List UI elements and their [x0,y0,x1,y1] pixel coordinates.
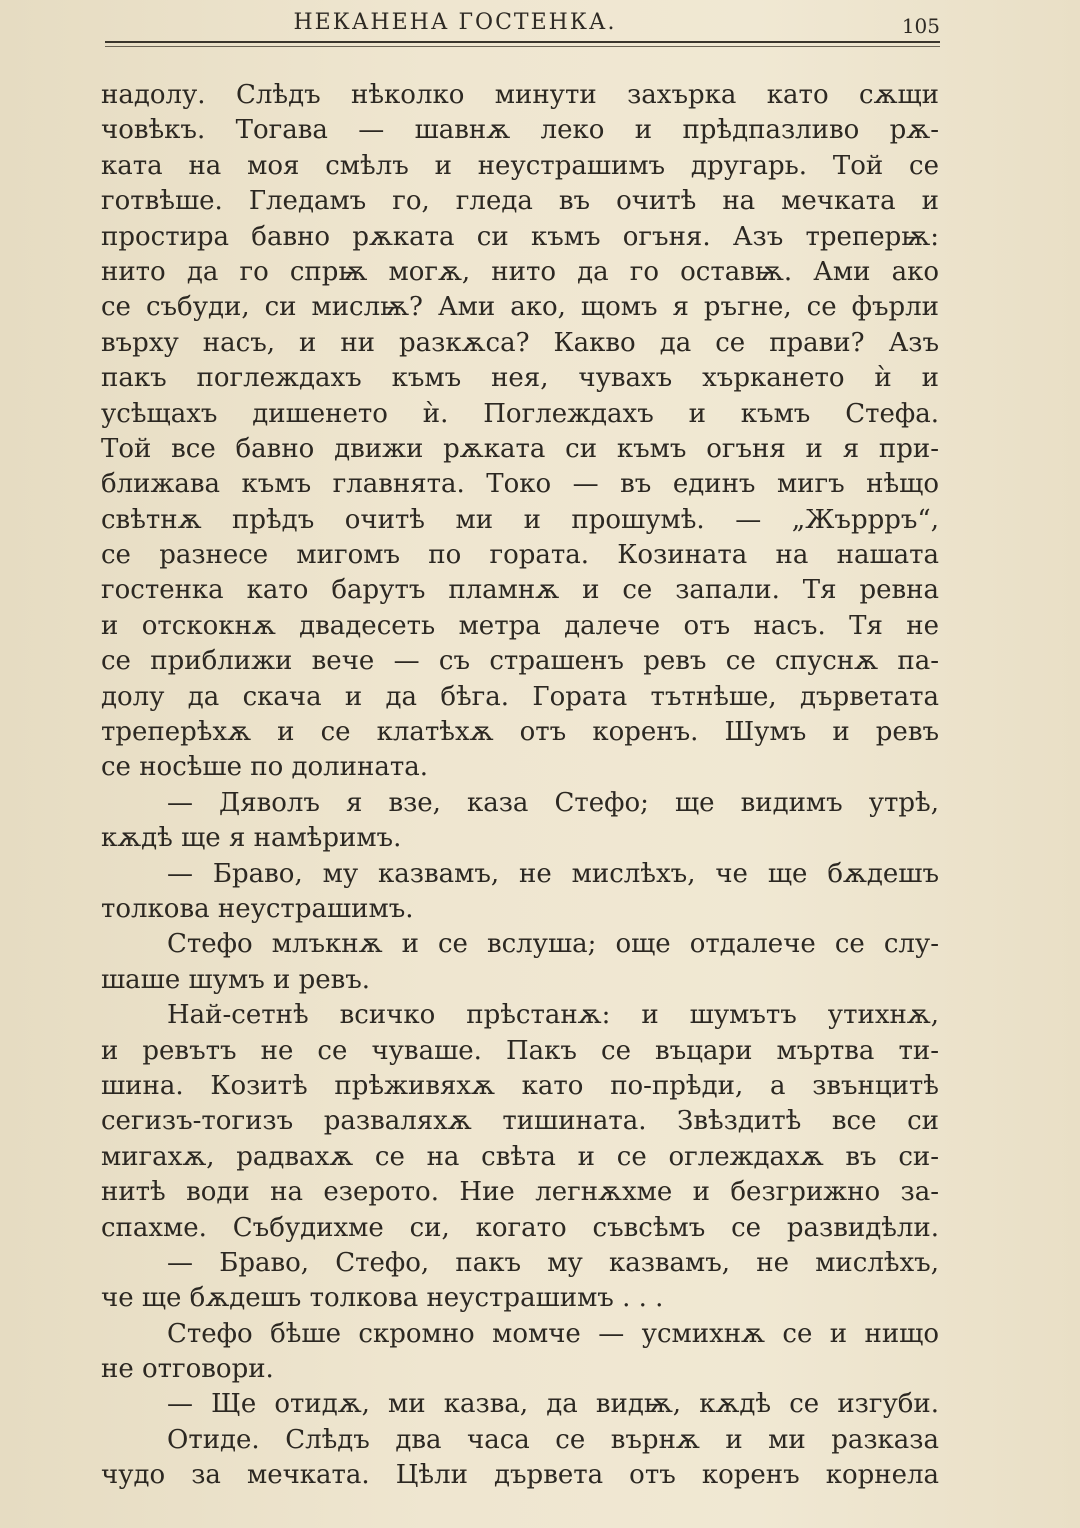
text-line: свѣтнѫ прѣдъ очитѣ ми и прошумѣ. — „Жъррръ“, [101,504,939,535]
text-line: Стефо бѣше скромно момче — усмихнѫ се и нищо [167,1318,939,1349]
text-line: Най-сетнѣ всичко прѣстанѫ: и шумътъ утихнѫ, [167,1000,939,1031]
text-line: сегизъ-тогизъ разваляхѫ тишината. Звѣздитѣ все си [101,1106,939,1137]
text-line: долу да скача и да бѣга. Гората тътнѣше, дърветата [101,681,939,712]
text-line: Той все бавно движи рѫката си къмъ огъня и я при- [101,433,939,464]
text-line: и отскокнѫ двадесеть метра далече отъ насъ. Тя не [101,610,939,641]
text-line: се разнесе мигомъ по гората. Козината на нашата [101,540,939,571]
text-line: готвѣше. Гледамъ го, гледа въ очитѣ на мечката и [101,186,939,217]
text-line: се приближи вече — съ страшенъ ревъ се спуснѫ па- [101,646,939,677]
text-line: човѣкъ. Тогава — шавнѫ леко и прѣдпазливо рѫ- [101,115,939,146]
text-line: шаше шумъ и ревъ. [101,964,371,995]
text-line: усѣщахъ дишенето ѝ. Поглеждахъ и къмъ Стефа. [101,398,939,429]
text-line: простира бавно рѫката си къмъ огъня. Азъ треперѭ: [101,221,939,252]
text-line: пакъ поглеждахъ къмъ нея, чувахъ хъркането ѝ и [101,363,939,394]
running-title: НЕКАНЕНА ГОСТЕНКА. [293,10,617,35]
text-line: кѫдѣ ще я намѣримъ. [101,823,402,854]
text-line: ближава къмъ главнята. Токо — въ единъ мигъ нѣщо [101,469,939,500]
text-line: нитѣ води на езерото. Ние легнѫхме и безгрижно за- [101,1177,939,1208]
text-line: — Браво, му казвамъ, не мислѣхъ, че ще бѫдешъ [167,858,939,889]
text-line: гостенка като барутъ пламнѫ и се запали. Тя ревна [101,575,939,606]
text-line: се събуди, си мислѭ? Ами ако, щомъ я ръгне, се фърли [101,292,939,323]
text-line: нито да го спрѭ могѫ, нито да го оставѭ. Ами ако [101,256,939,287]
text-line: Отиде. Слѣдъ два часа се върнѫ и ми разказа [167,1424,939,1455]
text-line: чудо за мечката. Цѣли дървета отъ коренъ корнела [101,1460,939,1491]
page-header [105,6,940,42]
body-text [101,78,939,1494]
text-line: че ще бѫдешъ толкова неустрашимъ . . . [101,1283,664,1314]
text-line: спахме. Събудихме си, когато съвсѣмъ се развидѣли. [101,1212,939,1243]
text-line: треперѣхѫ и се клатѣхѫ отъ коренъ. Шумъ и ревъ [101,717,939,748]
text-line: не отговори. [101,1354,274,1385]
text-line: — Ще отидѫ, ми казва, да видѭ, кѫдѣ се изгуби. [167,1389,939,1420]
text-line: Стефо млъкнѫ и се вслуша; още отдалече се слу- [167,929,939,960]
text-line: — Дяволъ я взе, каза Стефо; ще видимъ утрѣ, [167,787,939,818]
text-line: мигахѫ, радвахѫ се на свѣта и се оглеждахѫ въ си- [101,1141,939,1172]
page-number: 105 [901,14,940,38]
header-rule-thin [105,46,940,47]
text-line: се носѣше по долината. [101,752,428,783]
header-rule [105,41,940,43]
text-line: — Браво, Стефо, пакъ му казвамъ, не мислѣхъ, [167,1247,939,1278]
text-line: толкова неустрашимъ. [101,893,414,924]
text-line: шина. Козитѣ прѣживяхѫ като по-прѣди, а звънцитѣ [101,1070,939,1101]
text-line: върху насъ, и ни разкѫса? Какво да се прави? Азъ [101,327,939,358]
text-line: ката на моя смѣлъ и неустрашимъ другарь. Той се [101,150,939,181]
text-line: и ревътъ не се чуваше. Пакъ се въцари мъртва ти- [101,1035,939,1066]
text-line: надолу. Слѣдъ нѣколко минути захърка като сѫщи [101,80,939,110]
